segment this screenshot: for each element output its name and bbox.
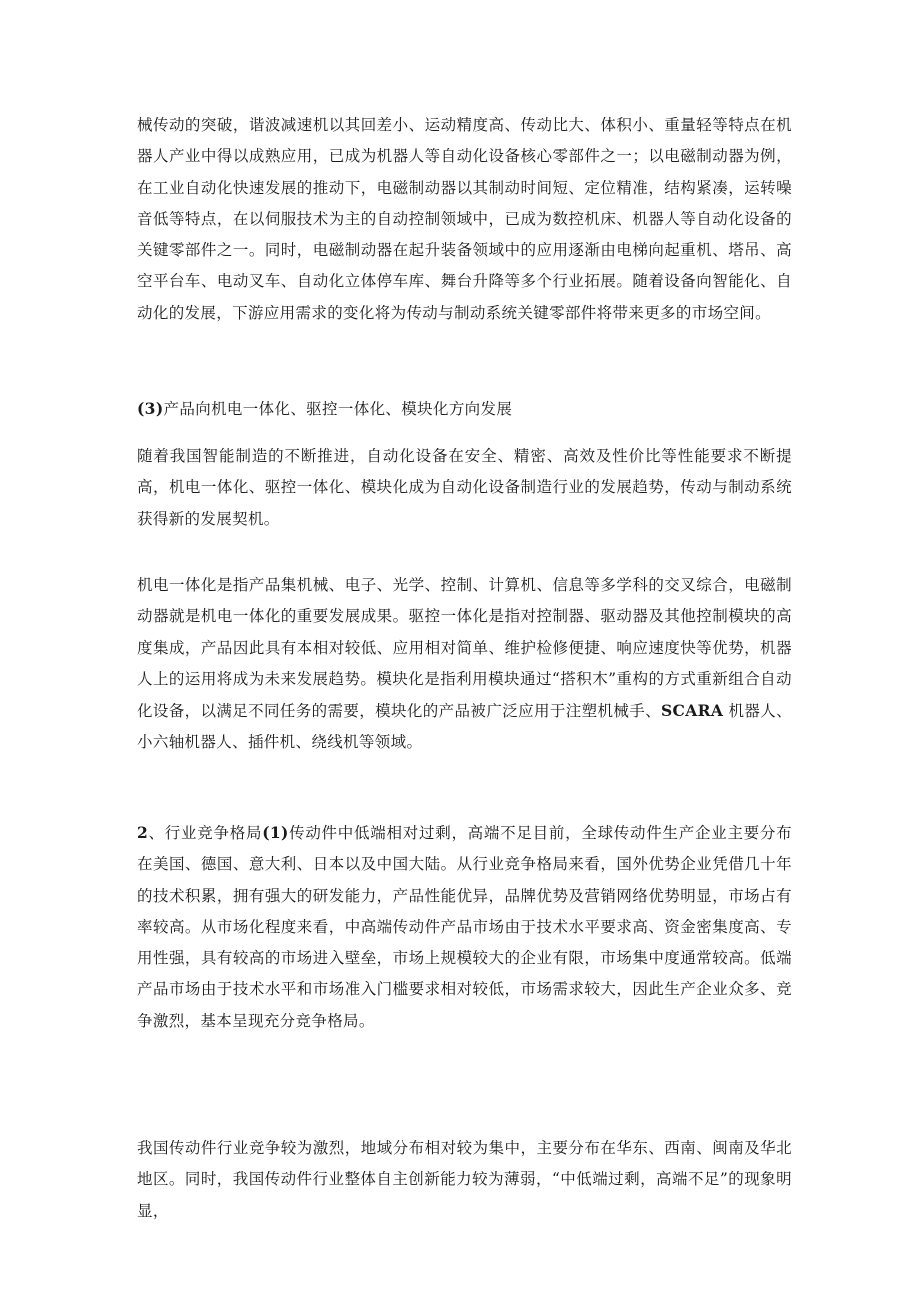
heading-text: 产品向机电一体化、驱控一体化、模块化方向发展 [163, 400, 513, 418]
paragraph-text: 传动件中低端相对过剩，高端不足目前，全球传动件生产企业主要分布在美国、德国、意大利、日本以及中国大陆。从行业竞争格局来看，国外优势企业凭借几十年的技术积累，拥有强大的研发能力，产品性能优异，品牌优势及营销网络优势明显，市场占有率较高。从市场化程度来看，中高端传动件产品市场由于技术水平要求高、资金密集度高、专用性强，具有较高的市场进入壁垒，市场上规模较大的企业有限，市场集中度通常较高。低端产品市场由于技术水平和市场准入门槛要求相对较低，市场需求较大，因此生产企业众多、竞争激烈，基本呈现充分竞争格局。 [137, 824, 793, 1030]
section-heading-integration [137, 393, 512, 425]
paragraph-mechatronics [137, 570, 792, 759]
paragraph-competition [137, 817, 792, 1037]
heading-number: (3) [137, 399, 164, 418]
section-number: 2 [137, 823, 149, 842]
section-title: 、行业竞争格局 [148, 824, 263, 842]
paragraph-text: 机电一体化是指产品集机械、电子、光学、控制、计算机、信息等多学科的交叉综合，电磁制动器就是机电一体化的重要发展成果。驱控一体化是指对控制器、驱动器及其他控制模块的高度集成，产品因此具有本相对较低、应用相对简单、维护检修便捷、响应速度快等优势，机器人上的运用将成为未来发展趋势。模块化是指利用模块通过“搭积木”重构的方式重新组合自动化设备，以满足不同任务的需要，模块化的产品被广泛应用于注塑机械手、 [137, 576, 792, 721]
paragraph-domestic-industry: 我国传动件行业竞争较为激烈，地域分布相对较为集中，主要分布在华东、西南、闽南及华北地区。同时，我国传动件行业整体自主创新能力较为薄弱，“中低端过剩，高端不足”的现象明显， [137, 1139, 792, 1220]
paragraph-brake-applications: 械传动的突破，谐波减速机以其回差小、运动精度高、传动比大、体积小、重量轻等特点在机器人产业中得以成熟应用，已成为机器人等自动化设备核心零部件之一；以电磁制动器为例，在工业自动化快速发展的推动下，电磁制动器以其制动时间短、定位精准，结构紧凑，运转噪音低等特点，在以伺服技术为主的自动控制领域中，已成为数控机床、机器人等自动化设备的关键零部件之一。同时，电磁制动器在起升装备领域中的应用逐渐由电梯向起重机、塔吊、高空平台车、电动叉车、自动化立体停车库、舞台升降等多个行业拓展。随着设备向智能化、自动化的发展，下游应用需求的变化将为传动与制动系统关键零部件将带来更多的市场空间。 [137, 116, 792, 322]
scara-term: SCARA [660, 701, 724, 721]
paragraph-text: 机器人、小六轴机器人、插件机、绕线机等领域。 [137, 702, 792, 752]
subsection-number: (1) [262, 823, 289, 842]
paragraph-smart-manufacturing: 随着我国智能制造的不断推进，自动化设备在安全、精密、高效及性价比等性能要求不断提高，机电一体化、驱控一体化、模块化成为自动化设备制造行业的发展趋势，传动与制动系统获得新的发展契机。 [137, 447, 792, 528]
